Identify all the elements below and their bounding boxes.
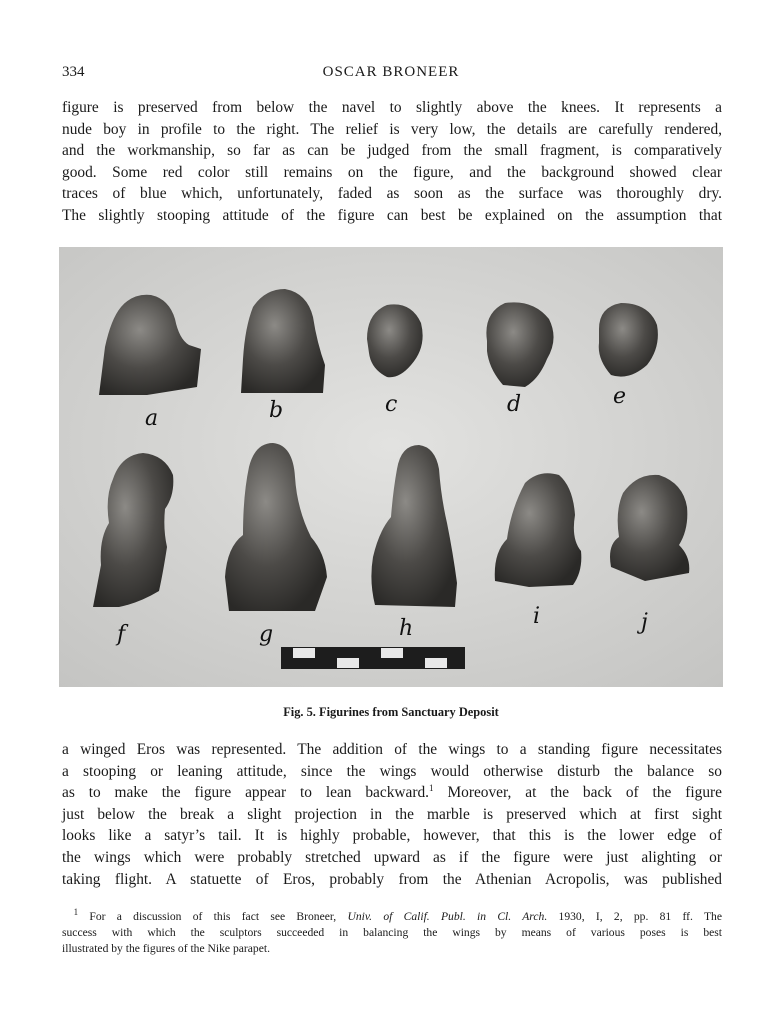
text-line: the wings which were probably stretched upward as if the figure were just alighting or [62, 848, 722, 866]
text-line: and the workmanship, so far as can be judged from the small fragment, is comparatively [62, 142, 722, 160]
label-f: f [117, 622, 126, 647]
label-c: c [385, 392, 398, 417]
footnote-marker: 1 [429, 783, 434, 794]
figure-photograph [59, 247, 723, 687]
text-line: a winged Eros was represented. The addition of the wings to a standing figure necessitates [62, 741, 722, 758]
text-line: just below the break a slight projection in the marble is preserved which at first sight [62, 805, 722, 823]
label-i: i [533, 604, 541, 629]
footnote-line: illustrated by the figures of the Nike parapet. [62, 942, 270, 955]
running-head: OSCAR BRONEER [322, 64, 460, 80]
label-d: d [507, 392, 522, 417]
text-line: figure is preserved from below the navel to slightly above the knees. It represents a [62, 99, 722, 116]
label-j: j [641, 610, 648, 635]
footnote-citation: Univ. of Calif. Publ. in Cl. Arch. [347, 910, 548, 923]
label-b: b [269, 398, 284, 423]
label-h: h [399, 616, 414, 641]
paragraph-top [62, 97, 722, 227]
page-number: 334 [62, 64, 85, 80]
footnote-line: success with which the sculptors succeeded in balancing the wings by means of various poses is best [62, 926, 722, 939]
scale-bar [281, 647, 465, 669]
text-line: traces of blue which, unfortunately, faded as soon as the surface was thoroughly dry. [62, 185, 722, 203]
text-line: taking flight. A statuette of Eros, probably from the Athenian Acropolis, was published [62, 870, 722, 888]
paragraph-bottom [62, 739, 722, 890]
footnote-lead: For a discussion of this fact see Broneer, [89, 910, 337, 923]
text-line: nude boy in profile to the right. The relief is very low, the details are carefully rendered, [62, 120, 722, 138]
footnote-line [62, 909, 722, 925]
text-line: looks like a satyr’s tail. It is highly probable, however, that this is the lower edge of [62, 827, 722, 845]
label-g: g [259, 622, 274, 647]
text-fragment: Moreover, at the back of the figure [447, 784, 722, 802]
label-a: a [145, 406, 159, 431]
footnote-marker: 1 [73, 907, 79, 918]
text-fragment: as to make the figure appear to lean backward. [62, 784, 430, 802]
footnote [62, 909, 722, 957]
footnote-rest: 1930, I, 2, pp. 81 ff. The [558, 910, 722, 923]
text-line: good. Some red color still remains on the figure, and the background showed clear [62, 163, 722, 181]
label-e: e [613, 384, 627, 409]
text-line: The slightly stooping attitude of the figure can best be explained on the assumption that [62, 206, 722, 224]
text-line: a stooping or leaning attitude, since the wings would otherwise disturb the balance so [62, 762, 722, 780]
text-line [62, 782, 722, 804]
figure-caption: Fig. 5. Figurines from Sanctuary Deposit [283, 705, 499, 719]
figurines-photo [59, 247, 723, 687]
